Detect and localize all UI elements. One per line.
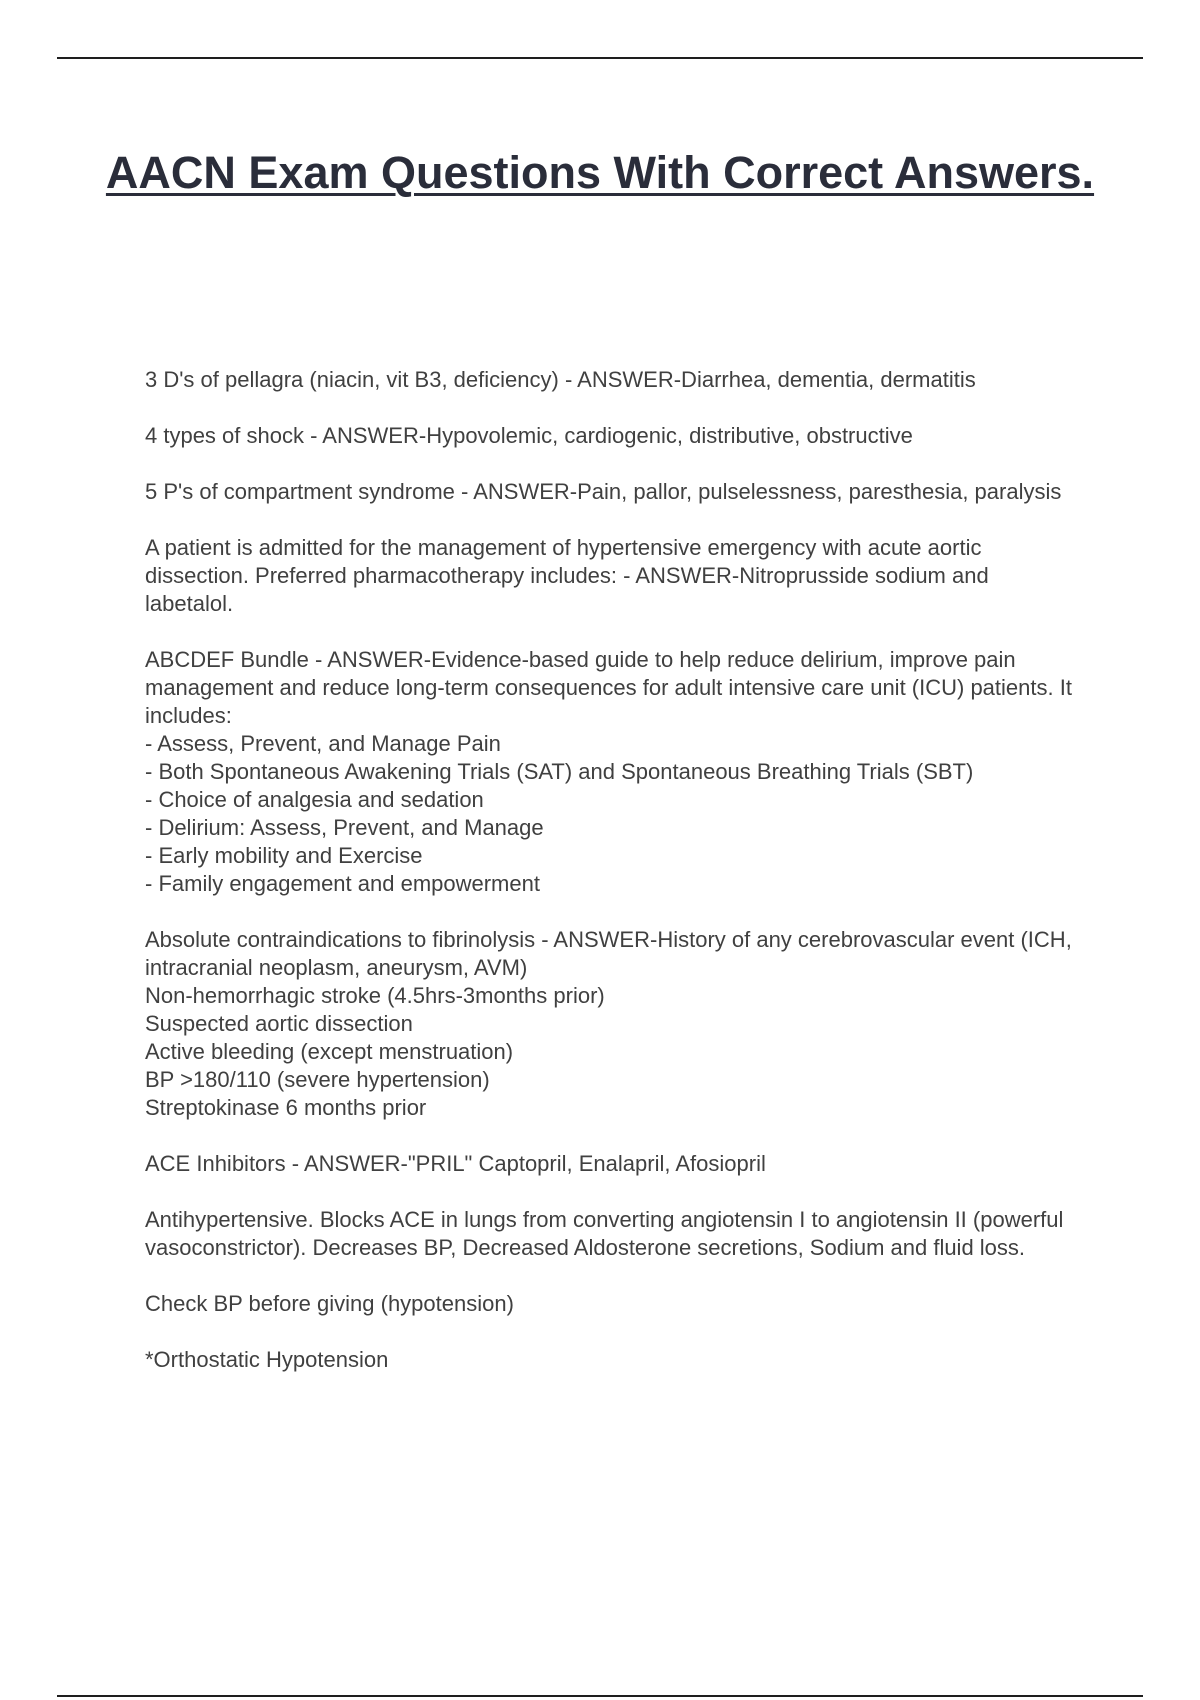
qa-entry <box>145 366 1080 394</box>
qa-line: ACE Inhibitors - ANSWER-"PRIL" Captopril, Enalapril, Afosiopril <box>145 1151 766 1176</box>
qa-line: ABCDEF Bundle - ANSWER-Evidence-based guide to help reduce delirium, improve pain management and reduce long-term consequences for adult intensive care unit (ICU) patients. It includes: <box>145 647 1072 728</box>
qa-line: Absolute contraindications to fibrinolysis - ANSWER-History of any cerebrovascular event (ICH, intracranial neoplasm, aneurysm, AVM) <box>145 927 1072 980</box>
bottom-rule <box>57 1695 1143 1697</box>
qa-entry <box>145 1206 1080 1262</box>
qa-line: Suspected aortic dissection <box>145 1011 413 1036</box>
qa-entry <box>145 478 1080 506</box>
qa-line: Check BP before giving (hypotension) <box>145 1291 514 1316</box>
qa-line: Active bleeding (except menstruation) <box>145 1039 514 1064</box>
qa-line: Streptokinase 6 months prior <box>145 1095 427 1120</box>
document-title-text: AACN Exam Questions With Correct Answers. <box>105 147 1095 198</box>
qa-entry <box>145 1150 1080 1178</box>
qa-line: BP >180/110 (severe hypertension) <box>145 1067 490 1092</box>
qa-entry <box>145 534 1080 618</box>
qa-bullet: - Early mobility and Exercise <box>145 843 423 868</box>
qa-line: *Orthostatic Hypotension <box>145 1347 389 1372</box>
qa-line: A patient is admitted for the management of hypertensive emergency with acute aortic dissection. Preferred pharmacotherapy includes: - ANSWER-Nitroprusside sodium and labetalol. <box>145 535 989 616</box>
qa-line: 4 types of shock - ANSWER-Hypovolemic, cardiogenic, distributive, obstructive <box>145 423 913 448</box>
qa-line: 3 D's of pellagra (niacin, vit B3, deficiency) - ANSWER-Diarrhea, dementia, dermatitis <box>145 367 976 392</box>
document-title <box>100 145 1100 201</box>
qa-bullet: - Delirium: Assess, Prevent, and Manage <box>145 815 544 840</box>
qa-bullet: - Family engagement and empowerment <box>145 871 540 896</box>
qa-entry <box>145 1290 1080 1318</box>
qa-entry <box>145 926 1080 1122</box>
qa-line: 5 P's of compartment syndrome - ANSWER-Pain, pallor, pulselessness, paresthesia, paralysis <box>145 479 1062 504</box>
qa-bullet: - Assess, Prevent, and Manage Pain <box>145 731 501 756</box>
qa-list <box>145 366 1080 1402</box>
qa-line: Antihypertensive. Blocks ACE in lungs from converting angiotensin I to angiotensin II (powerful vasoconstrictor). Decreases BP, Decreased Aldosterone secretions, Sodium and fluid loss. <box>145 1207 1064 1260</box>
qa-bullet: - Choice of analgesia and sedation <box>145 787 484 812</box>
qa-entry <box>145 422 1080 450</box>
qa-line: Non-hemorrhagic stroke (4.5hrs-3months prior) <box>145 983 605 1008</box>
qa-entry <box>145 646 1080 898</box>
qa-bullet: - Both Spontaneous Awakening Trials (SAT) and Spontaneous Breathing Trials (SBT) <box>145 759 974 784</box>
qa-entry <box>145 1346 1080 1374</box>
top-rule <box>57 57 1143 59</box>
